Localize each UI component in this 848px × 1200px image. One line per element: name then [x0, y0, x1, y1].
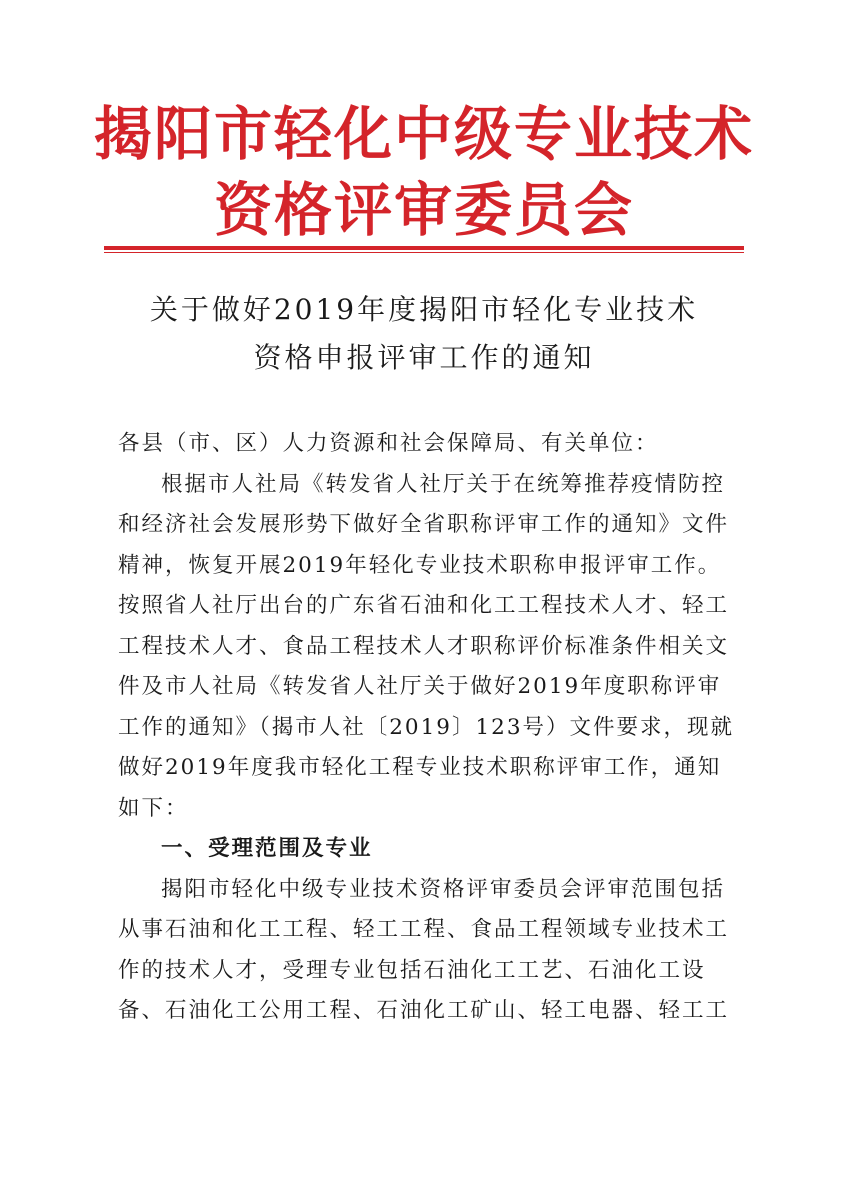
letterhead-line-1: 揭阳市轻化中级专业技术 [93, 100, 754, 168]
letterhead [0, 96, 848, 248]
letterhead-divider-thin [104, 252, 744, 253]
letterhead-divider [104, 246, 744, 250]
addressee: 各县（市、区）人力资源和社会保障局、有关单位： [118, 431, 659, 456]
document-title-line-1: 关于做好2019年度揭阳市轻化专业技术 [149, 293, 699, 326]
document-body [118, 424, 734, 1032]
paragraph-intro: 根据市人社局《转发省人社厅关于在统筹推荐疫情防控和经济社会发展形势下做好全省职称评审工作的通知》文件精神，恢复开展2019年轻化专业技术职称申报评审工作。按照省人社厅出台的广东省石油和化工工程技术人才、轻工工程技术人才、食品工程技术人才职称评价标准条件相关文件及市人社局《转发省人社厅关于做好2019年度职称评审工作的通知》（揭市人社〔2019〕123号）文件要求，现就做好2019年度我市轻化工程专业技术职称评审工作，通知如下： [118, 471, 735, 821]
document-title [0, 286, 848, 382]
section-heading: 一、受理范围及专业 [161, 836, 373, 861]
letterhead-line-2: 资格评审委员会 [213, 176, 634, 244]
document-title-line-2: 资格申报评审工作的通知 [253, 341, 595, 374]
paragraph-scope: 揭阳市轻化中级专业技术资格评审委员会评审范围包括从事石油和化工工程、轻工工程、食品工程领域专业技术工作的技术人才，受理专业包括石油化工工艺、石油化工设备、石油化工公用工程、石油化工矿山、轻工电器、轻工工 [118, 876, 730, 1023]
